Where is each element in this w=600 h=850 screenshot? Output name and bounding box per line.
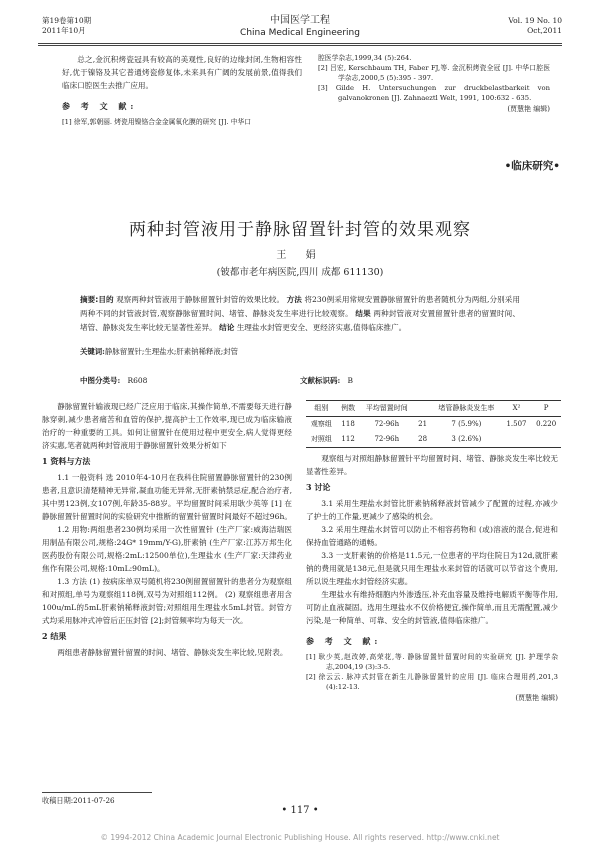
table-cell <box>502 432 532 448</box>
classification <box>80 375 147 386</box>
table-header-cell <box>414 401 431 417</box>
table-cell: 1.507 <box>506 420 527 428</box>
header-volume: 第19卷第10期 <box>42 16 92 25</box>
results-table <box>306 400 561 448</box>
table-cell: 对照组 <box>310 435 332 443</box>
table-cell: 118 <box>341 420 355 428</box>
journal-name-cn: 中国医学工程 <box>270 15 330 26</box>
cls-value: R608 <box>127 376 148 385</box>
body-left-column <box>42 400 292 659</box>
abstract-label: 摘要: <box>80 295 99 304</box>
para-results: 两组患者静脉留置针留置的时间、堵管、静脉炎发生率比较,见附表。 <box>57 648 288 657</box>
table-header-cell: 平均留置时间 <box>365 404 408 412</box>
heading-discussion: 3 讨论 <box>306 482 331 492</box>
table-cell: 28 <box>418 435 428 443</box>
table-header-cell: P <box>543 404 549 412</box>
prev-article-right <box>318 53 550 116</box>
para-materials: 1.2 用物:两组患者230例均采用一次性留置针 (生产厂家:威海洁瑞医用制品有限公司,规格:24G* 19mm/Y-G),肝素钠 (生产厂家:江苏万邦生化医药股份有限公司,规格:2mL:12500单位),生理盐水 (生产厂家:天津药业焦作有限公司,规格:10mL:90mL)。 <box>42 525 292 573</box>
header-month: Oct,2011 <box>527 26 562 35</box>
table-header-cell: 组别 <box>314 404 329 412</box>
doc-value: B <box>347 376 353 385</box>
affiliation-text: 铍都市老年病医院,四川 成都 611130) <box>220 267 384 278</box>
section-label: •临床研究• <box>504 160 560 172</box>
table-row <box>306 417 561 433</box>
table-cell: 3 (2.6%) <box>451 435 482 443</box>
prev-ref-1: [1] 徐军,郭朝丽. 烤瓷用镍铬合金金属氧化膜的研究 [J]. 中华口 <box>62 118 252 126</box>
table-header-cell: X² <box>512 404 521 412</box>
prev-article-body: 总之,金沉积烤瓷冠具有较高的美观性,良好的边缘封闭,生物相容性好,优于镍铬及其它普通烤瓷修复体,未来具有广阔的发展前景,值得我们临床口腔医生去推广应用。 <box>62 55 302 90</box>
prev-article-left <box>62 53 302 127</box>
journal-name-en: China Medical Engineering <box>240 28 360 38</box>
heading-results: 2 结果 <box>42 631 67 641</box>
table-cell: 7 (5.9%) <box>451 420 482 428</box>
table-cell: 72-96h <box>374 435 400 443</box>
table-cell: 72-96h <box>374 420 400 428</box>
para-table-summary: 观察组与对照组静脉留置针平均留置时间、堵管、静脉炎发生率比较无显著性差异。 <box>306 454 558 476</box>
table-cell <box>531 432 561 448</box>
para-discussion-3: 3.3 一支肝素钠的价格是11.5元,一位患者的平均住院日为12d,就肝素钠的费用就是138元,但是就只用生理盐水来封管的话就可以节省这个费用,所以说生理盐水封管经济实惠。 <box>306 551 558 586</box>
abstract-result-label: 结果 <box>355 309 371 318</box>
heading-materials-methods: 1 资料与方法 <box>42 456 91 466</box>
reference-item: [1] 耿少英,赵改婷,高荣花,等. 静脉留置针留置时间的实验研究 [J]. 护理学杂志,2004,19 (3):3-5. <box>306 653 558 671</box>
prev-ref-2: [2] 吕宏, Kerschbaum TH, Faber FJ,等. 金沉积烤瓷全冠 [J]. 中华口腔医学杂志,2000,5 (5):395 - 397. <box>318 64 550 82</box>
para-methods: 1.3 方法 (1) 按病床单双号随机将230例留置留置针的患者分为观察组和对照组,单号为观察组118例,双号为对照组112例。 (2) 观察组患者用含100u/mL的5mL肝素钠稀释液封管;对照组用生理盐水5mL封管。封管方式均采用脉冲式冲管后正压封管 [2];封管频率均为每天一次。 <box>42 577 292 625</box>
para-general-data: 1.1 一般资料 选 2010年4-10月在我科住院留置静脉留置针的230例患者,且意识清楚精神无异常,凝血功能无异常,无肝素钠禁忌症,配合治疗者,其中男123例,女107例,年龄35-88岁。平均留置时间采用耿少英等 [1] 在静脉留置针留置时间的实验研究中推断的留置针留置时间最好不超过96h。 <box>42 473 292 521</box>
abstract-conclusion: 生理盐水封管更安全、更经济实惠,值得临床推广。 <box>236 323 407 332</box>
table-header-cell: 堵管静脉炎发生率 <box>438 404 495 412</box>
header-date: 2011年10月 <box>42 26 86 35</box>
keywords-text: 静脉留置针;生理盐水;肝素钠稀释液;封管 <box>104 347 239 356</box>
cls-label: 中图分类号: <box>80 376 121 385</box>
table-row <box>306 432 561 448</box>
intro-paragraph: 静脉留置针输液现已经广泛应用于临床,其操作简单,不需要每天进行静脉穿刺,减少患者痛苦和血管的保护,提高护士工作效率,现已成为临床输液治疗的一种重要的工具。如何让留置针在使用过程中更安全,病人觉得更经济实惠,笔者就两种封管液用于静脉留置针效果分析如下 <box>42 402 292 450</box>
keywords-label: 关键词: <box>80 347 105 356</box>
table-header-cell: 例数 <box>341 404 356 412</box>
body-right-column <box>306 400 558 705</box>
abstract-conclusion-label: 结论 <box>219 323 235 332</box>
abstract-method: 将230例采用常规安置静脉留置针的患者随机分为两组,分别采用两种不同的封管液封管,观察静脉留置时间、堵管、静脉炎发生率进行比较观察。 <box>80 295 521 318</box>
table-cell: 0.220 <box>536 420 557 428</box>
table-header-row <box>306 401 561 417</box>
prev-refs-title: 参 考 文 献: <box>62 101 138 111</box>
header-rule-2 <box>38 45 562 46</box>
prev-ref-3: [3] Gilde H. Untersuchungen zur druckbelastbarkeit von galvanokronen [J]. Zahnaeztl Welt, 1991, 100:632 - 635. <box>318 84 550 102</box>
editor-sign: (贾慧艳 编辑) <box>515 694 558 702</box>
article-affiliation: (铍都市老年病医院,四川 成都 611130) <box>216 267 384 278</box>
reference-item: [2] 徐云云. 脉冲式封管在新生儿静脉留置针的应用 [J]. 临床合理用药,201,3 (4):12-13. <box>306 673 558 691</box>
refs-title: 参 考 文 献: <box>306 636 382 646</box>
article-author: 王 娟 <box>276 250 324 261</box>
keywords <box>80 346 520 357</box>
received-date: 收稿日期:2011-07-26 <box>42 796 115 805</box>
table-cell: 112 <box>341 435 355 443</box>
abstract-purpose-label: 目的 <box>98 295 114 304</box>
table-cell: 21 <box>418 420 428 428</box>
prev-editor: (贾慧艳 编辑) <box>507 105 550 113</box>
para-discussion-1: 3.1 采用生理盐水封管比肝素钠稀释液封管减少了配置的过程,亦减少了护士的工作量,更减少了感染的机会。 <box>306 499 558 521</box>
prev-ref-1-cont: 腔医学杂志,1999,34 (5):264. <box>318 54 412 62</box>
article-title: 两种封管液用于静脉留置针封管的效果观察 <box>129 220 471 240</box>
header-vol <box>508 16 562 36</box>
doc-label: 文献标识码: <box>300 376 341 385</box>
abstract-result: 两种封管液对安置留置针患者的留置时间、堵管、静脉炎发生率比较无显著性差异。 <box>80 309 520 332</box>
abstract-purpose: 观察两种封管液用于静脉留置针封管的效果比较。 <box>116 295 285 304</box>
para-discussion-2: 3.2 采用生理盐水封管可以防止不相容药物和 (或)溶液的混合,促进和保持血管通路的通畅。 <box>306 525 558 547</box>
copyright-footer: © 1994-2012 China Academic Journal Electronic Publishing House. All rights reserved. http://www.cnki.net <box>100 833 500 842</box>
page-number: • 117 • <box>281 805 319 816</box>
para-discussion-4: 生理盐水有维持细胞内外渗透压,补充血容量及维持电解质平衡等作用,可防止血液凝固。选用生理盐水不仅价格便宜,操作简单,而且无需配置,减少污染,是一种简单、可靠、安全的封管液,值得临床推广。 <box>306 590 558 625</box>
reference-list <box>306 652 558 692</box>
footnote-rule <box>42 792 152 793</box>
header-rule <box>38 43 562 44</box>
document-code <box>300 375 353 386</box>
abstract <box>80 293 520 335</box>
table-cell: 观察组 <box>310 420 332 428</box>
header-vol-no: Vol. 19 No. 10 <box>508 16 562 25</box>
abstract-method-label: 方法 <box>286 295 302 304</box>
